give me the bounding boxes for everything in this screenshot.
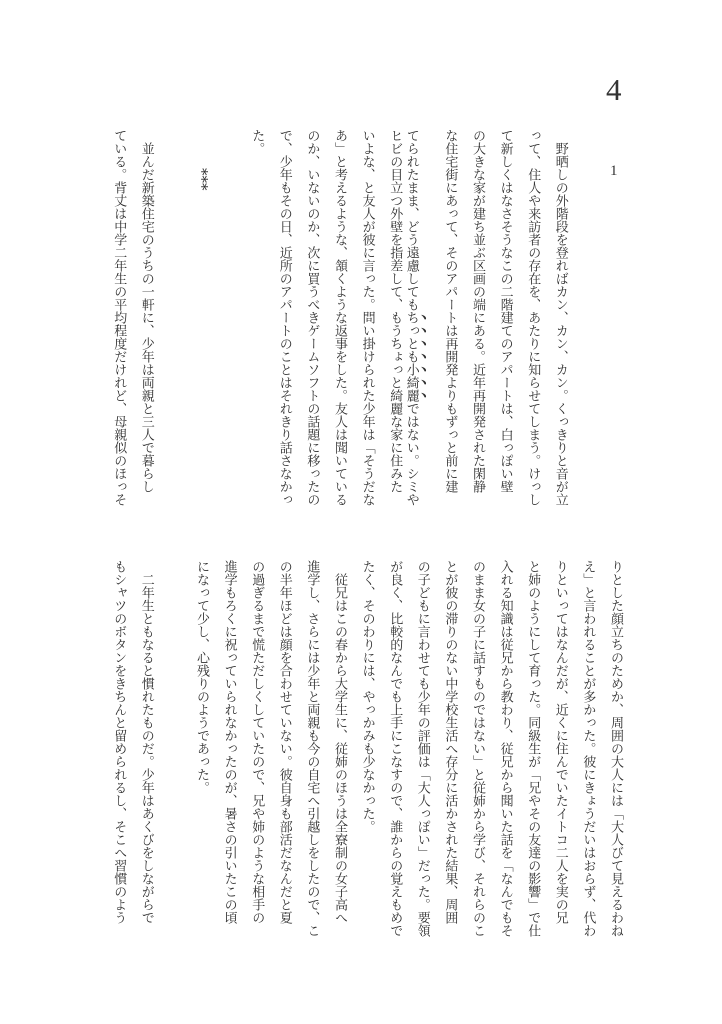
text-line: 入れる知識は従兄から教わり、従兄から聞いた話を「なんでもそ [497,560,513,937]
chapter-number: 4 [606,72,622,107]
text-line: のか、いないのか、次に買うべきゲームソフトの話題に移ったの [304,129,320,506]
text-line: って、住人や来訪者の存在を、あたりに知らせてしまう。けっし [525,129,541,506]
text-line: な住宅街にあって、そのアパートは再開発よりもずっと前に建 [442,129,458,493]
text-line: が良く、比較的なんでも上手にこなすので、誰からの覚えもめで [387,560,403,937]
text-line: て新しくはなさそうなこの二階建てのアパートは、白っぽい壁 [497,129,513,493]
text-line: 進学し、さらには少年と両親も今の自宅へ引越しをしたので、こ [304,560,320,937]
text-line: 従兄はこの春から大学生に、従姉のほうは全寮制の女子高へ [332,560,347,924]
text-line: 並んだ新築住宅のうちの一軒に、少年は両親と三人で暮らし [138,129,154,493]
text-line: りといってはなんだが、近くに住んでいたイトコ二人を実の兄 [552,560,568,924]
text-line: たく、そのわりには、やっかみも少なかった。 [359,560,375,833]
text-line: た。 [249,129,265,155]
text-line: りとした顔立ちのためか、周囲の大人には「大人びて見えるわね [608,560,623,937]
text-segment: てられたまま、どう遠慮しても [403,129,419,311]
text-line: とが彼の滞りのない中学校生活へ存分に活かされた結果、周囲 [442,560,458,924]
text-line: いよな、と友人が彼に言った。問い掛けられた少年は「そうだな [359,129,375,506]
text-line: 野晒しの外階段を登ればカン、カン、カン。くっきりと音が立 [552,129,568,506]
scene-break: *** [193,168,211,191]
section-number: 1 [610,163,618,179]
text-line: と姉のようにして育った。同級生が「兄やその友達の影響」で仕 [525,560,541,937]
text-line: ている。背丈は中学二年生の平均程度だけれど、母親似のほっそ [111,129,127,506]
text-line: になって少し、心残りのようであった。 [194,560,209,794]
text-line: の半年ほどは顔を合わせていない。彼自身も部活だなんだと夏 [276,560,292,924]
text-line: 二年生ともなると慣れたものだ。少年はあくびをしながらで [138,560,154,924]
text-line: 進学もろくに祝っていられなかったのが、暑さの引いたこの頃 [221,560,237,924]
emphasized-text: ちっとも小綺麗 [403,311,419,402]
text-line: の大きな家が建ち並ぶ区画の端にある。近年再開発された閑静 [470,129,485,493]
text-line: の過ぎるまで慌ただしくしていたので、兄や姉のような相手の [249,560,265,924]
text-line: ヒビの目立つ外壁を指差して、もうちょっと綺麗な家に住みた [387,129,403,493]
text-segment: ではない。シミや [403,402,419,506]
text-line-with-emphasis [403,129,429,506]
text-line: の子どもに言わせても少年の評価は「大人っぽい」だった。要領 [414,560,430,937]
text-line: あ」と考えるような、頷くような返事をした。友人は聞いている [332,129,347,506]
text-line: え」と言われることが多かった。彼にきょうだいはおらず、代わ [580,560,596,937]
text-line: のまま女の子に話すものではない」と従姉から学び、それらのこ [470,560,485,937]
text-line: もシャツのボタンをきちんと留められるし、そこへ習慣のよう [111,560,127,924]
text-line: で、少年もその日、近所のアパートのことはそれきり話さなかっ [276,129,292,506]
